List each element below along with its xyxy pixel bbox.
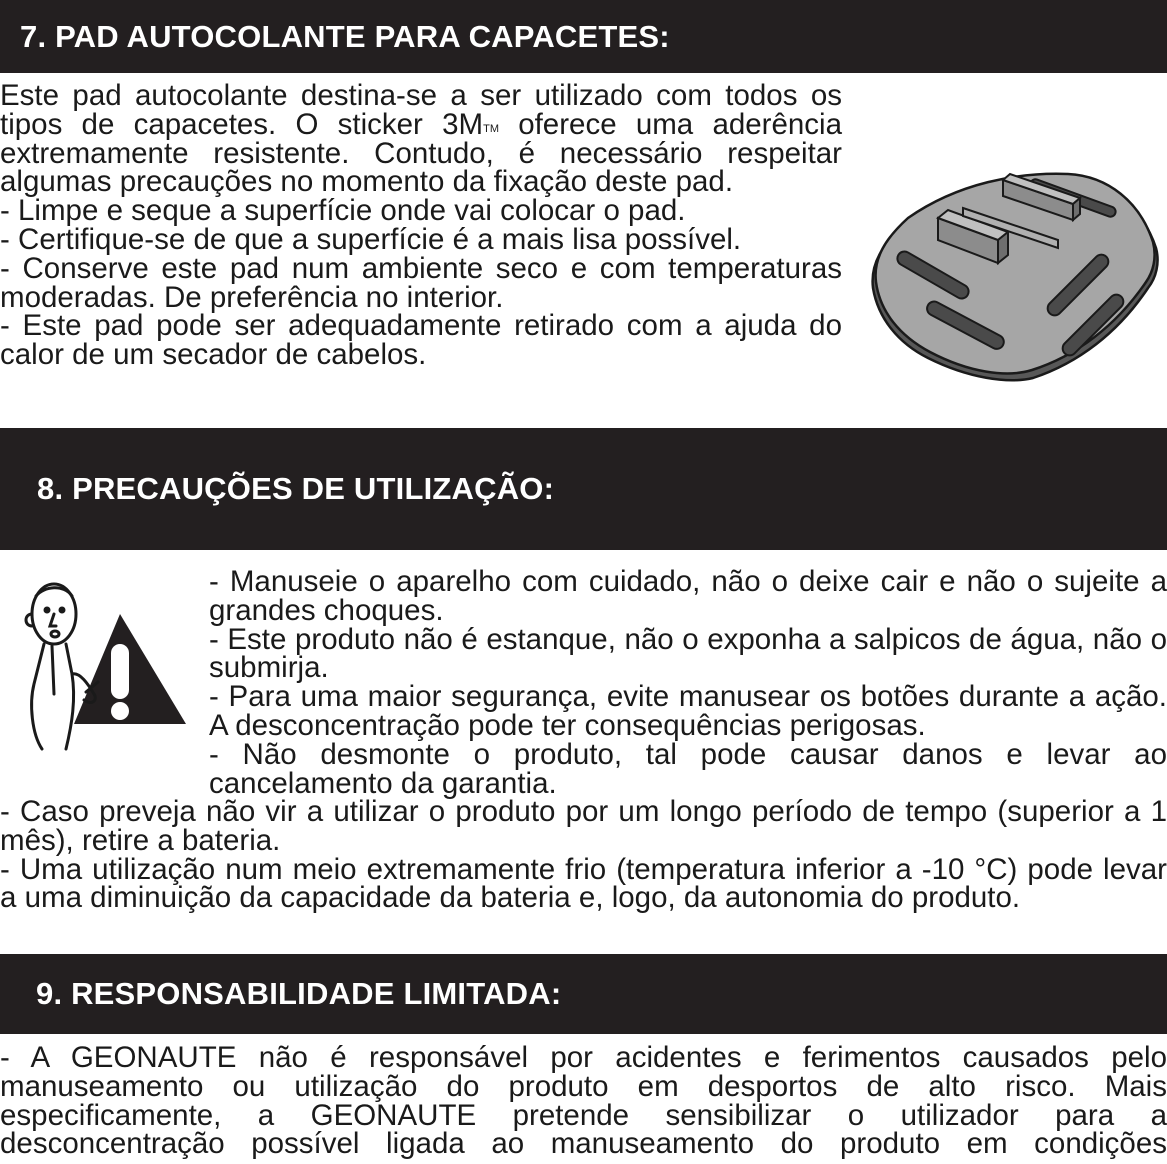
section-8-item: - Para uma maior segurança, evite manusear os botões durante a ação. A desconcentração pode ter consequências perigosas. [209, 680, 1167, 742]
section-8-header [0, 428, 1167, 550]
section-9-body [0, 1041, 1167, 1161]
section-7-intro: Este pad autocolante destina-se a ser utilizado com todos os tipos de capacetes. O sticker 3M™ oferece uma aderência extremamente resistente. Contudo, é necessário respeitar algumas precauções no momento da fixação deste pad. [0, 79, 843, 199]
section-8-item: - Este produto não é estanque, não o exponha a salpicos de água, não o submirja. [209, 622, 1167, 685]
helmet-pad-illustration [868, 168, 1160, 382]
section-8-title: 8. PRECAUÇÕES DE UTILIZAÇÃO: [37, 471, 555, 506]
section-8-body-bottom [0, 795, 1167, 915]
section-9-header [0, 954, 1167, 1034]
section-9-title: 9. RESPONSABILIDADE LIMITADA: [36, 976, 562, 1011]
section-8-item: - Não desmonte o produto, tal pode causar danos e levar ao cancelamento da garantia. [209, 737, 1167, 800]
section-9-paragraph: - A GEONAUTE não é responsável por acidentes e ferimentos causados pelo manuseamento ou utilização do produto em desportos de alto risco. Mais especificamente, a GEONAUTE pretende sensibilizar o utilizador para a desconcentração possível ligada ao manuseamento do produto em condições [0, 1041, 1167, 1161]
section-7-item: - Limpe e seque a superfície onde vai colocar o pad. [0, 194, 686, 228]
warning-triangle-icon [14, 574, 190, 752]
section-7-header [0, 0, 1167, 73]
section-8-item: - Caso preveja não vir a utilizar o produto por um longo período de tempo (superior a 1 mês), retire a bateria. [0, 795, 1167, 857]
section-7-title: 7. PAD AUTOCOLANTE PARA CAPACETES: [20, 18, 670, 54]
section-8-item: - Manuseie o aparelho com cuidado, não o deixe cair e não o sujeite a grandes choques. [209, 565, 1167, 627]
section-8-item: - Uma utilização num meio extremamente frio (temperatura inferior a -10 °C) pode levar a uma diminuição da capacidade da bateria e, logo, da autonomia do produto. [0, 852, 1167, 915]
section-7-item: - Certifique-se de que a superfície é a mais lisa possível. [0, 222, 742, 256]
section-8-body-top [209, 565, 1167, 800]
section-7-item: - Conserve este pad num ambiente seco e com temperaturas moderadas. De preferência no interior. [0, 251, 842, 314]
section-7-body [0, 79, 843, 372]
section-7-item: - Este pad pode ser adequadamente retirado com a ajuda do calor de um secador de cabelos. [0, 309, 842, 372]
trademark-mark: TM [483, 122, 499, 135]
